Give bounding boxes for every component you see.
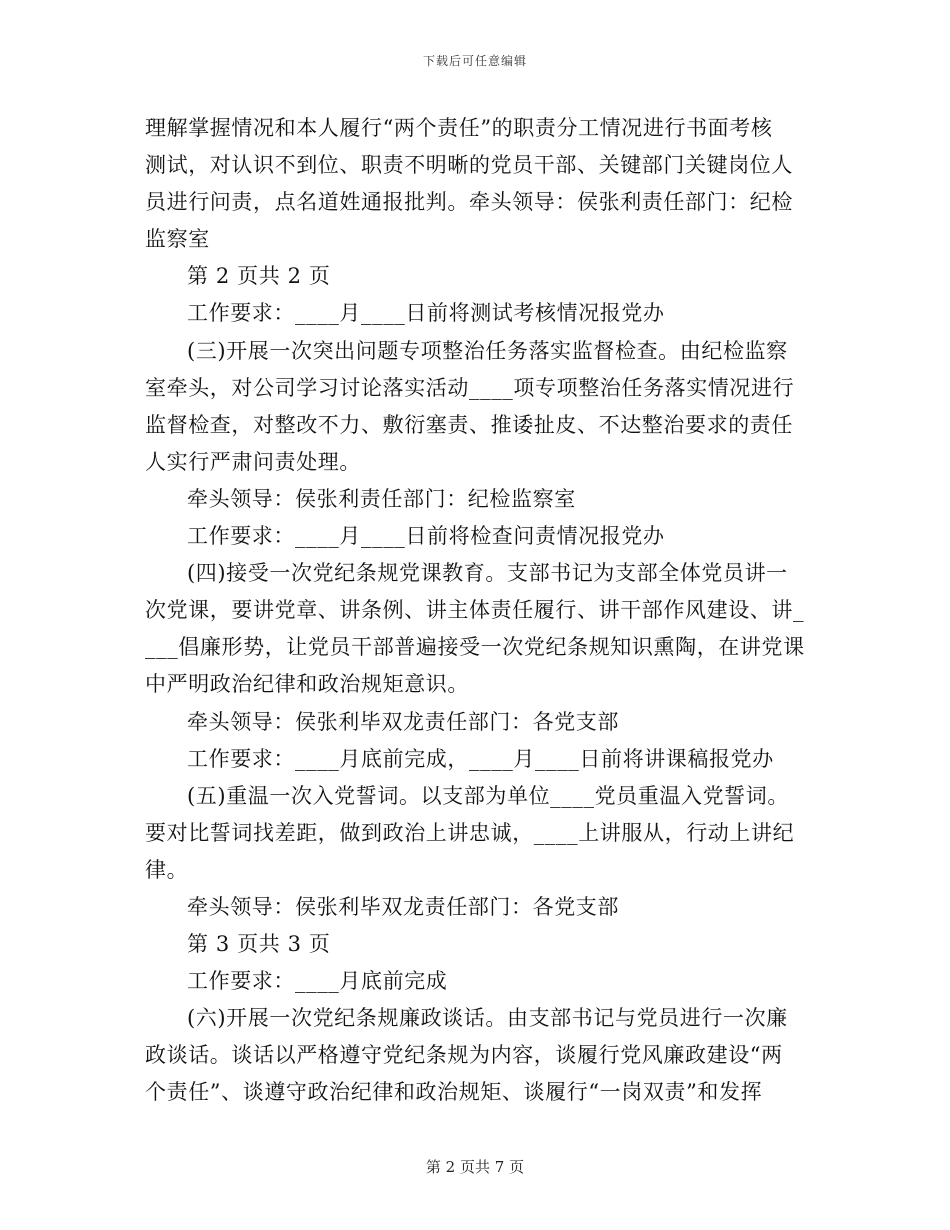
text-line: 政谈话。谈话以严格遵守党纪条规为内容，谈履行党风廉政建设“两 — [145, 1043, 783, 1068]
text-line: 次党课，要讲党章、讲条例、讲主体责任履行、讲干部作风建设、讲_ — [145, 598, 805, 623]
lead-leader-line: 牵头领导：侯张利责任部门：纪检监察室 — [187, 486, 576, 511]
section-heading-3: (三)开展一次突出问题专项整治任务落实监督检查。由纪检监察 — [187, 338, 788, 363]
document-body — [145, 110, 810, 1112]
text-line: 个责任”、谈遵守政治纪律和政治规矩、谈履行“一岗双责”和发挥 — [145, 1080, 763, 1105]
work-requirement-line: 工作要求：____月____日前将检查问责情况报党办 — [187, 524, 665, 549]
text-line: 员进行问责，点名道姓通报批判。牵头领导：侯张利责任部门：纪检 — [145, 190, 793, 215]
work-requirement-line: 工作要求：____月底前完成，____月____日前将讲课稿报党办 — [187, 746, 774, 771]
section-heading-5: (五)重温一次入党誓词。以支部为单位____党员重温入党誓词。 — [187, 783, 789, 808]
text-line: 律。 — [145, 857, 189, 882]
text-line: 要对比誓词找差距，做到政治上讲忠诚，____上讲服从，行动上讲纪 — [145, 820, 795, 845]
lead-leader-line: 牵头领导：侯张利毕双龙责任部门：各党支部 — [187, 894, 619, 919]
text-line: 监察室 — [145, 227, 210, 252]
text-line: 测试，对认识不到位、职责不明晰的党员干部、关键部门关键岗位人 — [145, 153, 793, 178]
section-heading-4: (四)接受一次党纪条规党课教育。支部书记为支部全体党员讲一 — [187, 561, 788, 586]
work-requirement-line: 工作要求：____月底前完成 — [187, 969, 448, 994]
text-line: 监督检查，对整改不力、敷衍塞责、推诿扯皮、不达整治要求的责任 — [145, 412, 793, 437]
section-heading-6: (六)开展一次党纪条规廉政谈话。由支部书记与党员进行一次廉 — [187, 1006, 788, 1031]
text-line: 理解掌握情况和本人履行“两个责任”的职责分工情况进行书面考核 — [145, 116, 773, 140]
page-header-note: 下载后可任意编辑 — [422, 54, 527, 68]
inline-page-marker: 第 3 页共 3 页 — [187, 932, 331, 957]
text-line: 室牵头，对公司学习讨论落实活动____项专项整治任务落实情况进行 — [145, 375, 795, 400]
text-line: 人实行严肃问责处理。 — [145, 449, 361, 474]
text-line: ___倡廉形势，让党员干部普遍接受一次党纪条规知识熏陶，在讲党课 — [145, 635, 805, 660]
inline-page-marker: 第 2 页共 2 页 — [187, 264, 331, 289]
lead-leader-line: 牵头领导：侯张利毕双龙责任部门：各党支部 — [187, 709, 619, 734]
text-line: 中严明政治纪律和政治规矩意识。 — [145, 672, 469, 697]
work-requirement-line: 工作要求：____月____日前将测试考核情况报党办 — [187, 301, 665, 326]
page-footer-number: 第 2 页共 7 页 — [425, 1158, 525, 1176]
